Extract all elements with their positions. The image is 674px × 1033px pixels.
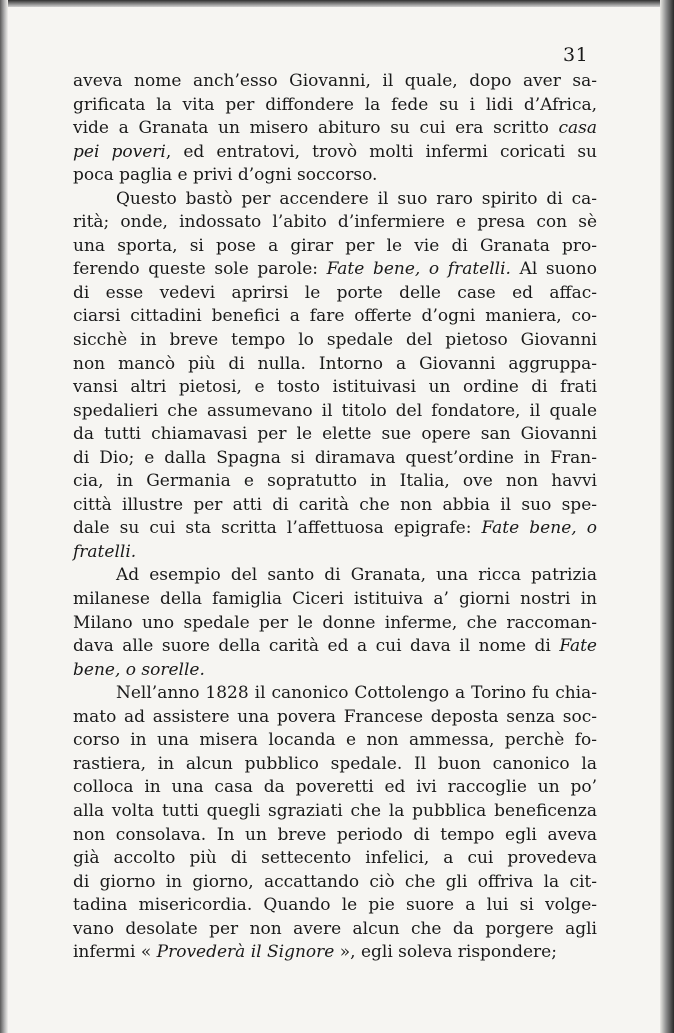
text-line xyxy=(73,305,597,329)
text-line xyxy=(73,258,597,282)
text-line xyxy=(73,235,597,259)
text-run: , ed entratovi, trovò molti infermi coricati su xyxy=(165,141,597,162)
text-line xyxy=(73,188,597,212)
text-line xyxy=(73,447,597,471)
text-line xyxy=(73,564,597,588)
text-run: vansi altri pietosi, e tosto istituivasi un ordine di frati xyxy=(73,377,597,398)
text-line xyxy=(73,94,597,118)
italic-text: Provederà il Signore xyxy=(156,942,335,963)
text-run: Nell’anno 1828 il canonico Cottolengo a Torino fu chia- xyxy=(116,683,597,704)
text-line xyxy=(73,282,597,306)
text-run: vano desolate per non avere alcun che da porgere agli xyxy=(73,918,597,939)
text-run: dava alle suore della carità ed a cui dava il nome di xyxy=(73,636,560,657)
text-run: milanese della famiglia Ciceri istituiva a’ giorni nostri in xyxy=(73,589,597,610)
text-line xyxy=(73,847,597,871)
text-run: una sporta, si pose a girar per le vie di Granata pro- xyxy=(73,235,597,256)
italic-text: bene, o sorelle. xyxy=(73,659,205,680)
text-run: sicchè in breve tempo lo spedale del pietoso Giovanni xyxy=(73,330,597,351)
text-line xyxy=(73,353,597,377)
text-line xyxy=(73,141,597,165)
italic-text: casa xyxy=(558,118,597,139)
text-run: Ad esempio del santo di Granata, una ricca patrizia xyxy=(116,565,597,586)
text-line xyxy=(73,117,597,141)
text-line xyxy=(73,824,597,848)
text-line xyxy=(73,70,597,94)
text-line xyxy=(73,329,597,353)
text-run: poca paglia e privi d’ogni soccorso. xyxy=(73,165,378,186)
page-number: 31 xyxy=(563,44,589,66)
text-run: non mancò più di nulla. Intorno a Giovanni aggruppa- xyxy=(73,353,597,374)
italic-text: Fate bene, o xyxy=(481,518,597,539)
text-line xyxy=(73,400,597,424)
text-run: colloca in una casa da poveretti ed ivi raccoglie un po’ xyxy=(73,777,597,798)
text-run: dale su cui sta scritta l’affettuosa epigrafe: xyxy=(73,518,482,539)
paragraph xyxy=(73,188,597,565)
text-run: ciarsi cittadini benefici a fare offerte d’ogni maniera, co- xyxy=(73,306,597,327)
text-run: città illustre per atti di carità che non abbia il suo spe- xyxy=(73,494,597,515)
text-run: vide a Granata un misero abituro su cui era scritto xyxy=(73,118,559,139)
text-line xyxy=(73,164,597,188)
text-run: Al suono xyxy=(510,259,597,280)
text-line xyxy=(73,470,597,494)
text-run: già accolto più di settecento infelici, a cui provedeva xyxy=(73,848,597,869)
italic-text: pei poveri xyxy=(73,141,166,162)
text-run: spedalieri che assumevano il titolo del fondatore, il quale xyxy=(73,400,597,421)
italic-text: fratelli. xyxy=(73,541,137,562)
page-top-edge xyxy=(0,0,674,7)
italic-text: Fate xyxy=(559,636,597,657)
text-line xyxy=(73,659,597,683)
text-line xyxy=(73,682,597,706)
text-run: di Dio; e dalla Spagna si diramava quest’ordine in Fran- xyxy=(73,447,597,468)
text-run: da tutti chiamavasi per le elette sue opere san Giovanni xyxy=(73,424,597,445)
text-line xyxy=(73,612,597,636)
text-line xyxy=(73,588,597,612)
text-line xyxy=(73,517,597,541)
text-line xyxy=(73,894,597,918)
text-line xyxy=(73,376,597,400)
text-line xyxy=(73,871,597,895)
text-line xyxy=(73,941,597,965)
text-line xyxy=(73,706,597,730)
page-right-edge xyxy=(660,0,674,1033)
text-run: non consolava. In un breve periodo di tempo egli aveva xyxy=(73,824,597,845)
text-run: di giorno in giorno, accattando ciò che gli offriva la cit- xyxy=(73,871,597,892)
paragraph xyxy=(73,70,597,188)
text-line xyxy=(73,753,597,777)
text-line xyxy=(73,729,597,753)
text-line xyxy=(73,494,597,518)
text-run: Questo bastò per accendere il suo raro spirito di ca- xyxy=(116,188,597,209)
text-run: rità; onde, indossato l’abito d’infermiere e presa con sè xyxy=(73,212,597,233)
text-line xyxy=(73,423,597,447)
text-line xyxy=(73,211,597,235)
italic-text: Fate bene, o fratelli. xyxy=(326,259,511,280)
text-run: mato ad assistere una povera Francese deposta senza soc- xyxy=(73,706,597,727)
text-run: corso in una misera locanda e non ammessa, perchè fo- xyxy=(73,730,597,751)
text-line xyxy=(73,918,597,942)
text-run: di esse vedevi aprirsi le porte delle case ed affac- xyxy=(73,282,597,303)
paragraph xyxy=(73,682,597,965)
text-run: tadina misericordia. Quando le pie suore a lui si volge- xyxy=(73,895,597,916)
text-line xyxy=(73,635,597,659)
text-run: rastiera, in alcun pubblico spedale. Il buon canonico la xyxy=(73,753,597,774)
text-run: aveva nome anch’esso Giovanni, il quale, dopo aver sa- xyxy=(73,71,597,91)
body-text xyxy=(73,70,597,965)
text-line xyxy=(73,541,597,565)
page-left-edge xyxy=(0,0,8,1033)
text-run: », egli soleva rispondere; xyxy=(334,942,557,963)
text-run: grificata la vita per diffondere la fede su i lidi d’Africa, xyxy=(73,94,597,115)
text-run: alla volta tutti quegli sgraziati che la pubblica beneficenza xyxy=(73,800,597,821)
text-run: infermi « xyxy=(73,942,157,963)
text-run: cia, in Germania e sopratutto in Italia, ove non havvi xyxy=(73,471,597,492)
text-line xyxy=(73,776,597,800)
text-run: ferendo queste sole parole: xyxy=(73,259,327,280)
text-line xyxy=(73,800,597,824)
text-run: Milano uno spedale per le donne inferme, che raccoman- xyxy=(73,612,597,633)
paragraph xyxy=(73,564,597,682)
